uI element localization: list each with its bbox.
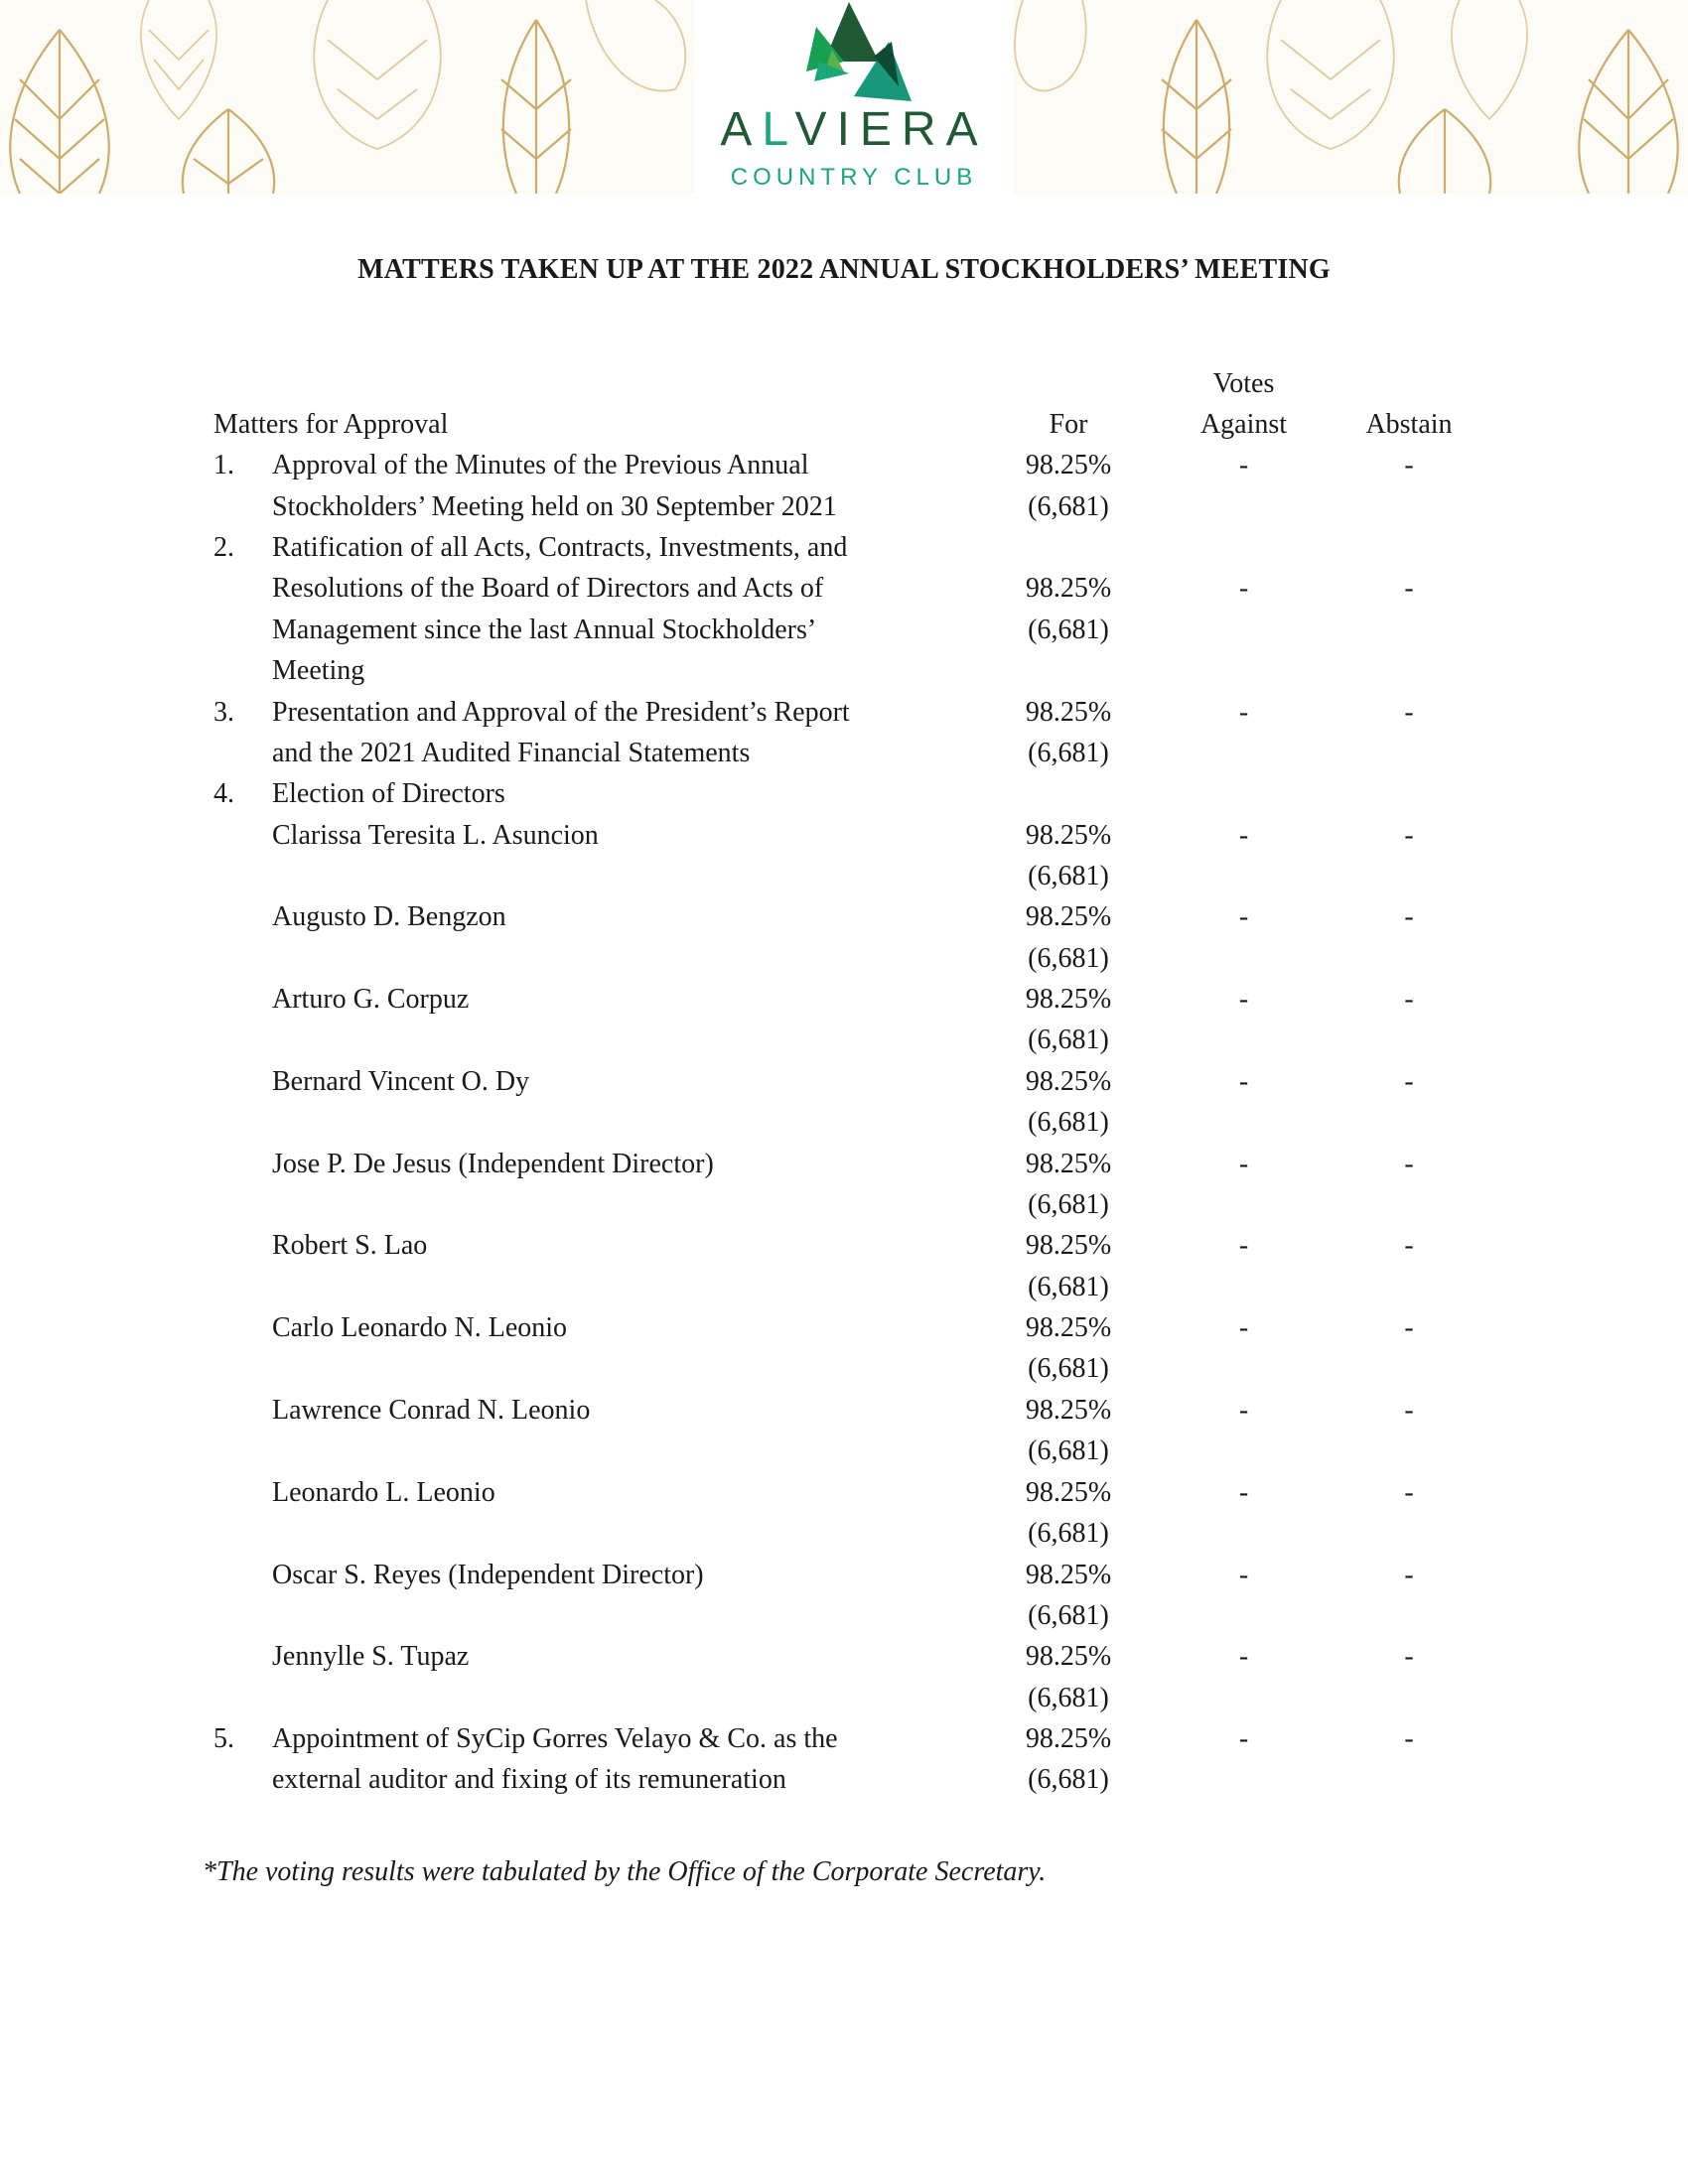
for-count: (6,681) [1028, 861, 1109, 891]
for-percent: 98.25% [1025, 1560, 1112, 1590]
row-text: Election of Directors [272, 778, 505, 809]
against-value: - [1238, 1477, 1249, 1508]
director-name: Augusto D. Bengzon [272, 901, 506, 932]
for-count: (6,681) [1028, 614, 1109, 645]
abstain-value: - [1404, 820, 1414, 851]
brand-name-rest: VIERA [794, 103, 988, 156]
votes-group-header: Votes [1212, 368, 1275, 399]
row-number: 5. [213, 1723, 234, 1754]
row-text: Ratification of all Acts, Contracts, Investments, and [272, 532, 848, 563]
abstain-value: - [1404, 450, 1414, 480]
director-name: Bernard Vincent O. Dy [272, 1066, 530, 1097]
alviera-logo [695, 0, 1013, 194]
against-value: - [1238, 1395, 1249, 1426]
row-text: Meeting [272, 655, 365, 686]
for-count: (6,681) [1028, 1518, 1109, 1549]
row-text: Appointment of SyCip Gorres Velayo & Co. as the [272, 1723, 838, 1754]
abstain-value: - [1404, 573, 1414, 604]
row-text: Stockholders’ Meeting held on 30 September 2021 [272, 491, 837, 522]
for-count: (6,681) [1028, 1353, 1109, 1384]
row-number: 3. [213, 697, 234, 728]
abstain-value: - [1404, 1641, 1414, 1672]
for-count: (6,681) [1028, 1683, 1109, 1713]
abstain-value: - [1404, 697, 1414, 728]
brand-name-accent-l: L [762, 103, 795, 156]
against-value: - [1238, 1149, 1249, 1179]
for-percent: 98.25% [1025, 1066, 1112, 1097]
row-number: 4. [213, 778, 234, 809]
director-name: Lawrence Conrad N. Leonio [272, 1395, 591, 1426]
row-text: Approval of the Minutes of the Previous Annual [272, 450, 809, 480]
row-text: external auditor and fixing of its remuneration [272, 1764, 786, 1795]
against-value: - [1238, 1066, 1249, 1097]
director-name: Arturo G. Corpuz [272, 984, 470, 1015]
against-value: - [1238, 573, 1249, 604]
brand-name [695, 102, 1013, 157]
against-value: - [1238, 1312, 1249, 1343]
abstain-value: - [1404, 984, 1414, 1015]
against-value: - [1238, 450, 1249, 480]
abstain-value: - [1404, 1230, 1414, 1261]
for-count: (6,681) [1028, 1024, 1109, 1055]
row-text: and the 2021 Audited Financial Statements [272, 738, 751, 768]
abstain-value: - [1404, 901, 1414, 932]
abstain-value: - [1404, 1395, 1414, 1426]
abstain-value: - [1404, 1066, 1414, 1097]
for-count: (6,681) [1028, 1272, 1109, 1302]
row-text: Presentation and Approval of the President’s Report [272, 697, 850, 728]
for-count: (6,681) [1028, 1600, 1109, 1631]
for-count: (6,681) [1028, 1435, 1109, 1466]
header-banner [0, 0, 1688, 194]
for-percent: 98.25% [1025, 1477, 1112, 1508]
row-text: Resolutions of the Board of Directors and Acts of [272, 573, 824, 604]
for-percent: 98.25% [1025, 1230, 1112, 1261]
for-percent: 98.25% [1025, 984, 1112, 1015]
for-percent: 98.25% [1025, 1312, 1112, 1343]
row-text: Management since the last Annual Stockholders’ [272, 614, 817, 645]
director-name: Leonardo L. Leonio [272, 1477, 495, 1508]
for-percent: 98.25% [1025, 450, 1112, 480]
for-count: (6,681) [1028, 1764, 1109, 1795]
abstain-value: - [1404, 1312, 1414, 1343]
brand-subtitle: COUNTRY CLUB [730, 164, 978, 191]
for-percent: 98.25% [1025, 901, 1112, 932]
for-percent: 98.25% [1025, 1641, 1112, 1672]
footnote: *The voting results were tabulated by the Office of the Corporate Secretary. [203, 1856, 1047, 1887]
director-name: Jennylle S. Tupaz [272, 1641, 470, 1672]
for-percent: 98.25% [1025, 820, 1112, 851]
for-percent: 98.25% [1025, 1395, 1112, 1426]
column-header-matters: Matters for Approval [213, 409, 449, 440]
for-percent: 98.25% [1025, 697, 1112, 728]
against-value: - [1238, 1560, 1249, 1590]
against-value: - [1238, 901, 1249, 932]
mountain-logo-icon [804, 2, 914, 101]
director-name: Robert S. Lao [272, 1230, 428, 1261]
director-name: Clarissa Teresita L. Asuncion [272, 820, 599, 851]
against-value: - [1238, 820, 1249, 851]
against-value: - [1238, 697, 1249, 728]
director-name: Jose P. De Jesus (Independent Director) [272, 1149, 714, 1179]
against-value: - [1238, 1230, 1249, 1261]
director-name: Carlo Leonardo N. Leonio [272, 1312, 568, 1343]
for-count: (6,681) [1028, 1107, 1109, 1138]
against-value: - [1238, 1641, 1249, 1672]
brand-name-a: A [720, 103, 763, 156]
director-name: Oscar S. Reyes (Independent Director) [272, 1560, 704, 1590]
for-percent: 98.25% [1025, 1723, 1112, 1754]
column-header-for: For [1049, 409, 1088, 440]
abstain-value: - [1404, 1149, 1414, 1179]
against-value: - [1238, 984, 1249, 1015]
for-count: (6,681) [1028, 943, 1109, 974]
for-percent: 98.25% [1025, 573, 1112, 604]
document-title: MATTERS TAKEN UP AT THE 2022 ANNUAL STOCKHOLDERS’ MEETING [357, 254, 1331, 285]
for-count: (6,681) [1028, 491, 1109, 522]
abstain-value: - [1404, 1723, 1414, 1754]
row-number: 2. [213, 532, 234, 563]
column-header-against: Against [1199, 409, 1288, 440]
for-count: (6,681) [1028, 1189, 1109, 1220]
column-header-abstain: Abstain [1365, 409, 1453, 440]
for-percent: 98.25% [1025, 1149, 1112, 1179]
row-number: 1. [213, 450, 234, 480]
abstain-value: - [1404, 1560, 1414, 1590]
against-value: - [1238, 1723, 1249, 1754]
abstain-value: - [1404, 1477, 1414, 1508]
for-count: (6,681) [1028, 738, 1109, 768]
